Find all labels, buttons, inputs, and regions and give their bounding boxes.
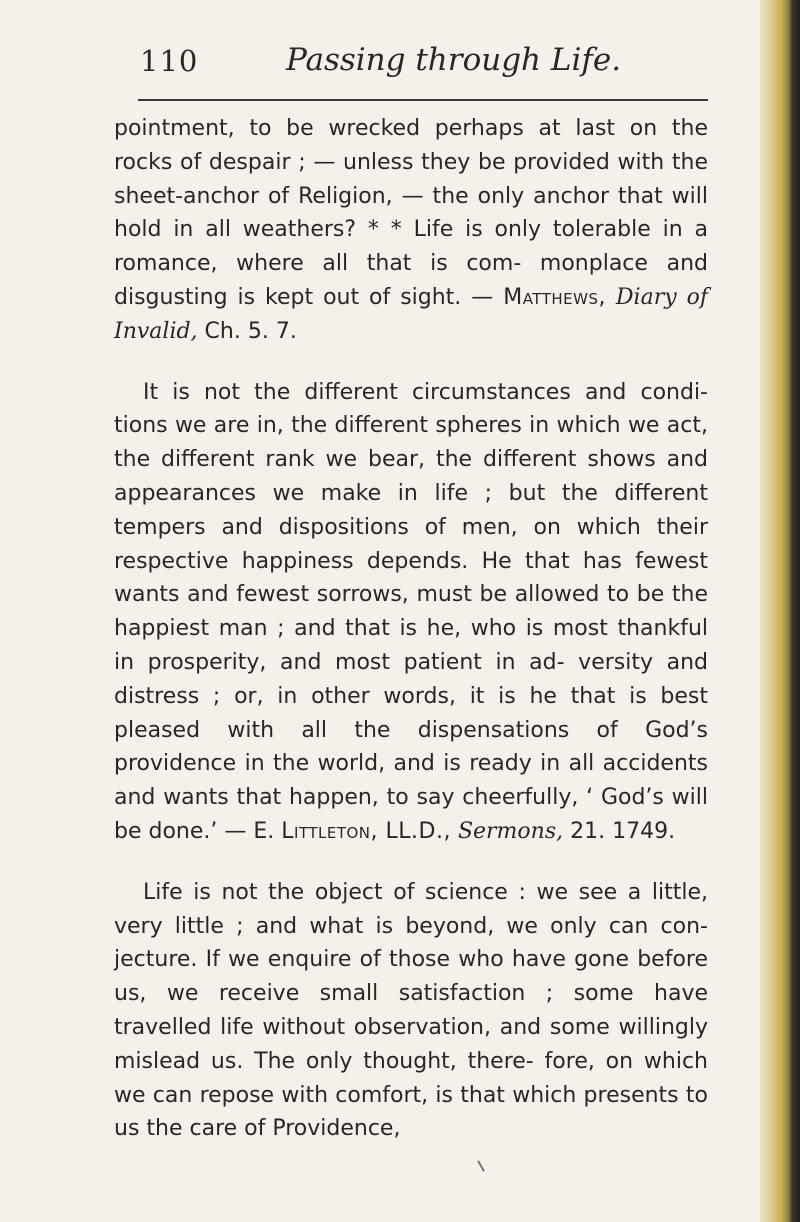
paragraph-1 <box>114 112 708 349</box>
header-rule <box>138 99 708 101</box>
paragraph-3-text: Life is not the object of science : we see a little, very little ; and what is beyond, we only can con- jecture. If we enquire of those who have gone before us, we receive small satisfaction ; some have travelled life without observation, and some willingly mislead us. The only thought, there- fore, on which we can repose with comfort, is that which presents to us the care of Providence, <box>114 879 708 1142</box>
citation-work: Sermons, <box>457 818 564 844</box>
citation-ref: 21. 1749. <box>563 818 676 844</box>
citation-work: Diary of Invalid, <box>114 284 708 344</box>
paragraph-1-text: pointment, to be wrecked perhaps at last on the rocks of despair ; — unless they be provided with the sheet-anchor of Religion, — the only anchor that will hold in all weathers? * * Life is only tolerable in a romance, where all that is com- monplace and disgusting is kept out of sight. — <box>114 116 708 310</box>
citation-ref: Ch. 5. 7. <box>197 318 297 344</box>
page-header <box>140 44 708 84</box>
paragraph-3 <box>114 876 708 1146</box>
paragraph-2 <box>114 376 708 849</box>
citation-author: Littleton, LL.D., <box>281 818 451 844</box>
body-text <box>114 112 708 1146</box>
running-title: Passing through Life. <box>286 42 622 78</box>
citation-author: Matthews, <box>503 284 606 310</box>
stray-mark <box>477 1160 485 1171</box>
paragraph-2-text: It is not the different circumstances and condi- tions we are in, the different spheres in which we act, the different rank we bear, the different shows and appearances we make in life ; but the different tempers and dispositions of men, on which their respective happiness depends. He that has fewest wants and fewest sorrows, must be allowed to be the happiest man ; and that is he, who is most thankful in prosperity, and most patient in ad- versity and distress ; or, in other words, it is he that is best pleased with all the dispensations of God’s providence in the world, and is ready in all accidents and wants that happen, to say cheerfully, ‘ God’s will be done.’ — E. <box>114 379 708 844</box>
page-edge <box>760 0 800 1222</box>
page-number: 110 <box>140 44 199 78</box>
